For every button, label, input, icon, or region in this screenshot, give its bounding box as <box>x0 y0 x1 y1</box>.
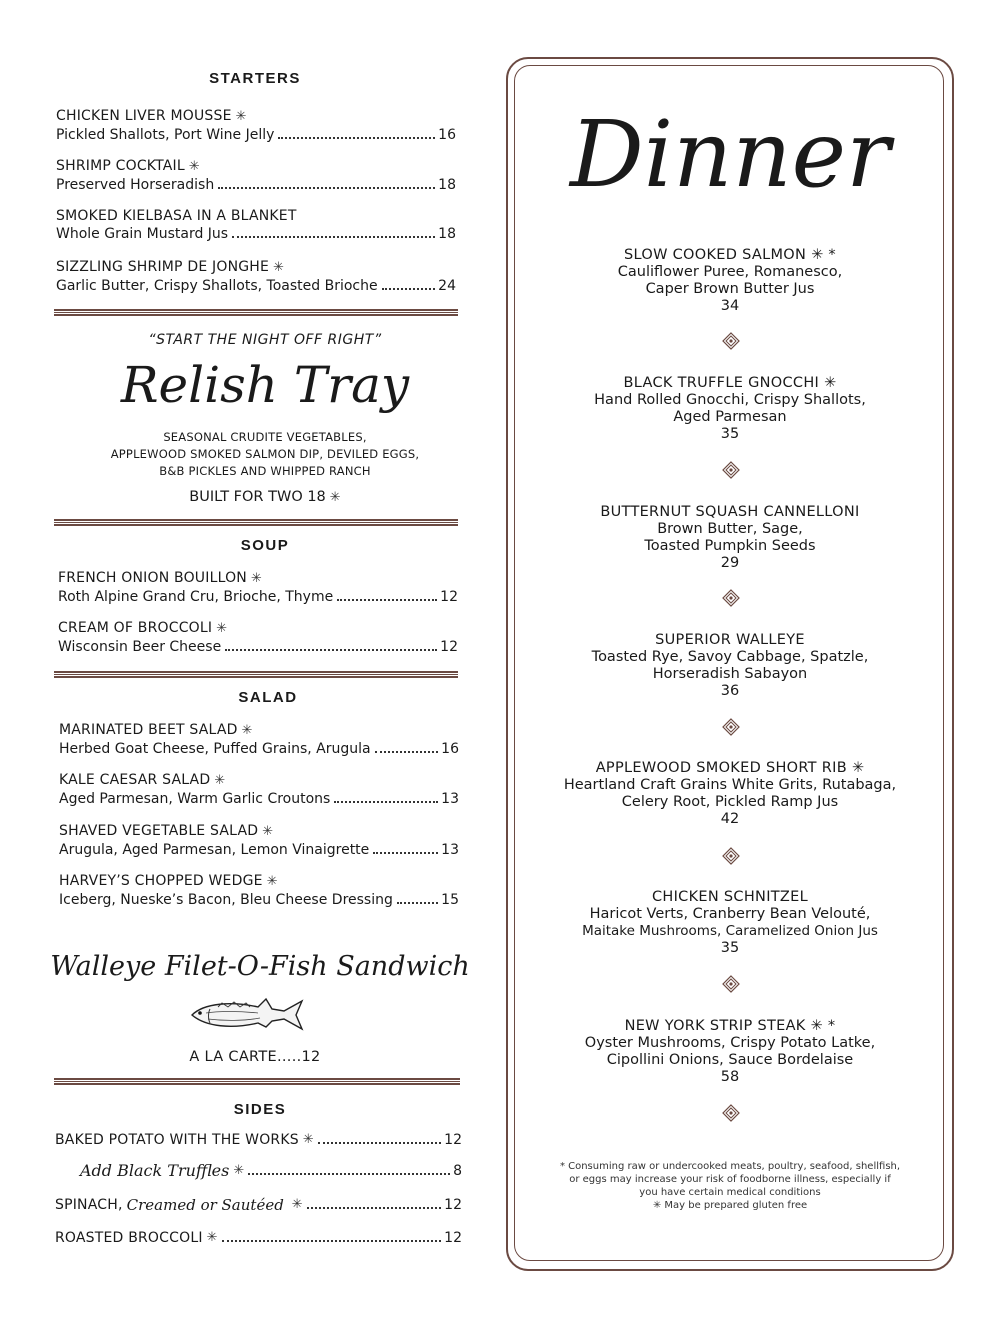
item-desc: Aged Parmesan, Warm Garlic Croutons <box>59 791 331 807</box>
dish-price: 34 <box>720 298 740 314</box>
dinner-dish <box>530 632 930 700</box>
item-name: BAKED POTATO WITH THE WORKS <box>55 1132 299 1148</box>
dinner-dish <box>530 1018 930 1086</box>
diamond-ornament-icon <box>722 975 740 993</box>
relish-desc-line: SEASONAL CRUDITE VEGETABLES, <box>163 430 367 444</box>
sandwich-price: A LA CARTE.....12 <box>189 1049 321 1065</box>
soup-heading: SOUP <box>240 537 290 554</box>
dinner-dish <box>530 247 930 315</box>
note-line: or eggs may increase your risk of foodborne illness, especially if <box>569 1174 891 1185</box>
gluten-free-star-icon: ✳ <box>266 874 278 889</box>
item-name: SIZZLING SHRIMP DE JONGHE <box>56 259 270 275</box>
relish-description <box>55 429 475 480</box>
soup-item <box>58 619 458 656</box>
diamond-ornament-icon <box>722 847 740 865</box>
relish-desc-line: B&B PICKLES AND WHIPPED RANCH <box>159 464 371 478</box>
section-divider <box>54 519 458 526</box>
starter-item <box>56 107 456 144</box>
side-item <box>80 1162 462 1180</box>
dish-desc: Heartland Craft Grains White Grits, Rutabaga, <box>563 777 897 793</box>
dish-name: SLOW COOKED SALMON ✳ * <box>624 247 836 263</box>
dinner-dish <box>530 889 930 957</box>
gluten-free-star-icon: ✳ <box>188 159 200 174</box>
section-divider <box>54 309 458 316</box>
diamond-ornament-icon <box>722 332 740 350</box>
salad-heading: SALAD <box>238 689 298 706</box>
gluten-free-star-icon: ✳ <box>235 109 247 124</box>
sides-heading: SIDES <box>233 1101 287 1118</box>
item-desc: Herbed Goat Cheese, Puffed Grains, Arugula <box>59 741 371 757</box>
dish-name: SUPERIOR WALLEYE <box>655 632 805 648</box>
note-line: you have certain medical conditions <box>639 1187 821 1198</box>
item-name: KALE CAESAR SALAD <box>59 772 211 788</box>
gluten-free-star-icon: ✳ <box>273 260 285 275</box>
section-divider <box>54 1078 460 1085</box>
item-desc: Iceberg, Nueske’s Bacon, Bleu Cheese Dressing <box>59 892 393 908</box>
dish-price: 29 <box>720 555 740 571</box>
dish-desc: Aged Parmesan <box>673 409 787 425</box>
gluten-free-star-icon: ✳ <box>216 621 228 636</box>
relish-desc-line: APPLEWOOD SMOKED SALMON DIP, DEVILED EGGS, <box>110 447 420 461</box>
dinner-dish <box>530 375 930 443</box>
item-price: 24 <box>438 278 456 294</box>
item-desc: Whole Grain Mustard Jus <box>56 226 229 242</box>
item-desc: Garlic Butter, Crispy Shallots, Toasted Brioche <box>56 278 378 294</box>
item-name: CREAM OF BROCCOLI <box>58 620 213 636</box>
item-name: SMOKED KIELBASA IN A BLANKET <box>56 208 297 224</box>
dish-price: 35 <box>720 426 740 442</box>
item-name: SPINACH, <box>55 1197 123 1213</box>
dish-price: 35 <box>720 940 740 956</box>
gluten-free-star-icon: ✳ <box>250 571 263 586</box>
salad-item <box>59 872 459 909</box>
dish-desc: Horseradish Sabayon <box>652 666 808 682</box>
dish-name: BLACK TRUFFLE GNOCCHI ✳ <box>623 375 837 391</box>
dish-name: CHICKEN SCHNITZEL <box>651 889 809 905</box>
item-name: FRENCH ONION BOUILLON <box>58 570 247 586</box>
starter-item <box>56 258 456 295</box>
item-price: 13 <box>441 791 459 807</box>
note-line: ✳ May be prepared gluten free <box>652 1200 808 1211</box>
dish-desc: Cauliflower Puree, Romanesco, <box>617 264 843 280</box>
dish-desc: Haricot Verts, Cranberry Bean Velouté, <box>589 906 871 922</box>
dish-desc: Hand Rolled Gnocchi, Crispy Shallots, <box>594 392 866 408</box>
salad-item <box>59 721 459 758</box>
item-price: 16 <box>438 127 456 143</box>
dish-desc: Toasted Pumpkin Seeds <box>644 538 816 554</box>
dish-price: 42 <box>720 811 740 827</box>
dinner-dish <box>530 504 930 572</box>
side-item <box>55 1196 462 1214</box>
item-name: MARINATED BEET SALAD <box>59 722 238 738</box>
item-name: SHAVED VEGETABLE SALAD <box>59 823 259 839</box>
soup-item <box>58 569 458 606</box>
gluten-free-star-icon: ✳ <box>241 723 253 738</box>
item-price: 12 <box>440 639 458 655</box>
diamond-ornament-icon <box>722 461 740 479</box>
relish-title: Relish Tray <box>120 356 410 414</box>
item-price: 18 <box>438 226 456 242</box>
dish-price: 58 <box>720 1069 740 1085</box>
item-desc: Preserved Horseradish <box>56 177 215 193</box>
item-price: 16 <box>441 741 459 757</box>
dish-desc: Maitake Mushrooms, Caramelized Onion Jus <box>582 923 878 939</box>
dish-desc: Oyster Mushrooms, Crispy Potato Latke, <box>584 1035 876 1051</box>
item-price: 12 <box>444 1230 462 1246</box>
starter-item <box>56 157 456 194</box>
dish-desc: Brown Butter, Sage, <box>657 521 803 537</box>
item-price: 15 <box>441 892 459 908</box>
dish-desc: Toasted Rye, Savoy Cabbage, Spatzle, <box>591 649 869 665</box>
side-item <box>55 1229 462 1247</box>
diamond-ornament-icon <box>722 589 740 607</box>
item-desc: Roth Alpine Grand Cru, Brioche, Thyme <box>58 589 334 605</box>
item-price: 13 <box>441 842 459 858</box>
item-name: Add Black Truffles <box>80 1161 230 1180</box>
dinner-dish <box>530 760 930 828</box>
allergy-note <box>530 1160 930 1212</box>
dish-desc: Caper Brown Butter Jus <box>645 281 815 297</box>
item-price: 18 <box>438 177 456 193</box>
diamond-ornament-icon <box>722 1104 740 1122</box>
gluten-free-star-icon: ✳ <box>214 773 226 788</box>
item-name: ROASTED BROCCOLI <box>55 1230 203 1246</box>
dish-price: 36 <box>720 683 740 699</box>
dish-name: NEW YORK STRIP STEAK ✳ * <box>624 1018 836 1034</box>
item-name: HARVEY’S CHOPPED WEDGE <box>59 873 263 889</box>
dish-name: APPLEWOOD SMOKED SHORT RIB ✳ <box>595 760 865 776</box>
starters-heading: STARTERS <box>209 70 301 87</box>
starter-item <box>56 207 456 243</box>
gluten-free-star-icon: ✳ <box>262 824 274 839</box>
dinner-title: Dinner <box>569 101 891 208</box>
item-price: 12 <box>444 1197 462 1213</box>
gluten-free-star-icon: ✳ <box>302 1132 314 1147</box>
item-desc: Pickled Shallots, Port Wine Jelly <box>56 127 275 143</box>
item-desc: Wisconsin Beer Cheese <box>58 639 222 655</box>
gluten-free-star-icon: ✳ <box>206 1230 218 1245</box>
item-name: SHRIMP COCKTAIL <box>56 158 185 174</box>
item-desc: Arugula, Aged Parmesan, Lemon Vinaigrette <box>59 842 370 858</box>
gluten-free-star-icon: ✳ <box>329 490 341 505</box>
dish-desc: Cipollini Onions, Sauce Bordelaise <box>606 1052 854 1068</box>
relish-built-for-two: BUILT FOR TWO 18 <box>189 489 326 505</box>
relish-tagline: “START THE NIGHT OFF RIGHT” <box>148 332 382 348</box>
gluten-free-star-icon: ✳ <box>233 1163 245 1178</box>
note-line: * Consuming raw or undercooked meats, poultry, seafood, shellfish, <box>559 1161 901 1172</box>
dish-desc: Celery Root, Pickled Ramp Jus <box>621 794 839 810</box>
salad-item <box>59 822 459 859</box>
sandwich-title: Walleye Filet-O-Fish Sandwich <box>50 951 470 982</box>
side-item <box>55 1131 462 1149</box>
walleye-fish-icon <box>188 993 306 1035</box>
item-price: 12 <box>440 589 458 605</box>
salad-item <box>59 771 459 808</box>
gluten-free-star-icon: ✳ <box>291 1197 303 1212</box>
relish-price <box>55 489 475 505</box>
dish-name: BUTTERNUT SQUASH CANNELLONI <box>600 504 860 520</box>
item-name-style: Creamed or Sautéed <box>126 1196 284 1214</box>
diamond-ornament-icon <box>722 718 740 736</box>
item-name: CHICKEN LIVER MOUSSE <box>56 108 232 124</box>
section-divider <box>54 671 458 678</box>
item-price: 12 <box>444 1132 462 1148</box>
item-price: 8 <box>453 1163 462 1179</box>
